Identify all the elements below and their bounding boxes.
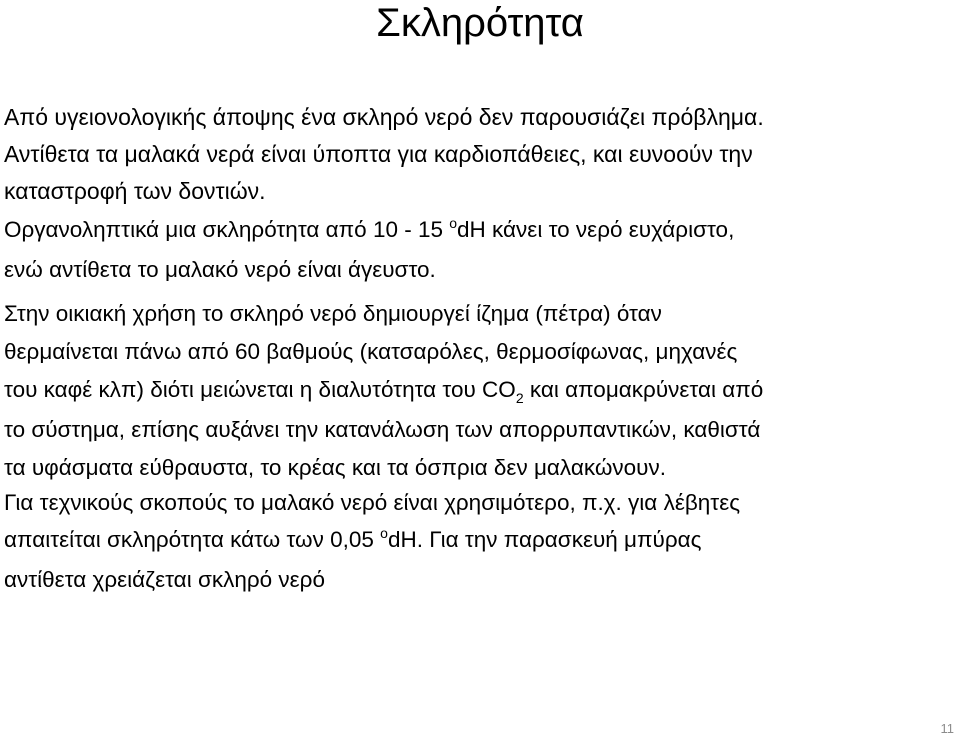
paragraph-technical — [4, 484, 954, 598]
text-line: ενώ αντίθετα το μαλακό νερό είναι άγευστο. — [4, 257, 436, 282]
superscript: ο — [449, 215, 458, 231]
text-line: Στην οικιακή χρήση το σκληρό νερό δημιουργεί ίζημα (πέτρα) όταν — [4, 301, 662, 326]
slide-title: Σκληρότητα — [376, 1, 584, 45]
text-line: dH κάνει το νερό ευχάριστο, — [457, 217, 735, 242]
text-line: θερμαίνεται πάνω από 60 βαθμούς (κατσαρόλες, θερμοσίφωνας, μηχανές — [4, 339, 738, 364]
text-line: απαιτείται σκληρότητα κάτω των 0,05 — [4, 527, 381, 552]
superscript: ο — [380, 525, 388, 541]
subscript: 2 — [515, 390, 524, 406]
text-line: καταστροφή των δοντιών. — [4, 178, 266, 204]
text-line: Αντίθετα τα μαλακά νερά είναι ύποπτα για καρδιοπάθειες, και ευνοούν την — [4, 141, 753, 167]
paragraph-taste — [4, 211, 954, 288]
text-line: Οργανοληπτικά μια σκληρότητα από 10 - 15 — [4, 217, 450, 242]
text-line: τα υφάσματα εύθραυστα, το κρέας και τα όσπρια δεν μαλακώνουν. — [4, 455, 666, 480]
paragraph-health — [4, 99, 954, 210]
text-line: dH. Για την παρασκευή μπύρας — [387, 527, 702, 552]
page-number: 11 — [940, 721, 954, 736]
text-line: και απομακρύνεται από — [523, 377, 764, 402]
text-line: του καφέ κλπ) διότι μειώνεται η διαλυτότητα του CO — [4, 377, 516, 402]
paragraph-household — [4, 295, 954, 487]
text-line: Από υγειονολογικής άποψης ένα σκληρό νερό δεν παρουσιάζει πρόβλημα. — [4, 104, 764, 130]
text-line: το σύστημα, επίσης αυξάνει την κατανάλωση των απορρυπαντικών, καθιστά — [4, 417, 761, 442]
text-line: Για τεχνικούς σκοπούς το μαλακό νερό είναι χρησιμότερο, π.χ. για λέβητες — [4, 490, 741, 515]
text-line: αντίθετα χρειάζεται σκληρό νερό — [4, 567, 325, 592]
